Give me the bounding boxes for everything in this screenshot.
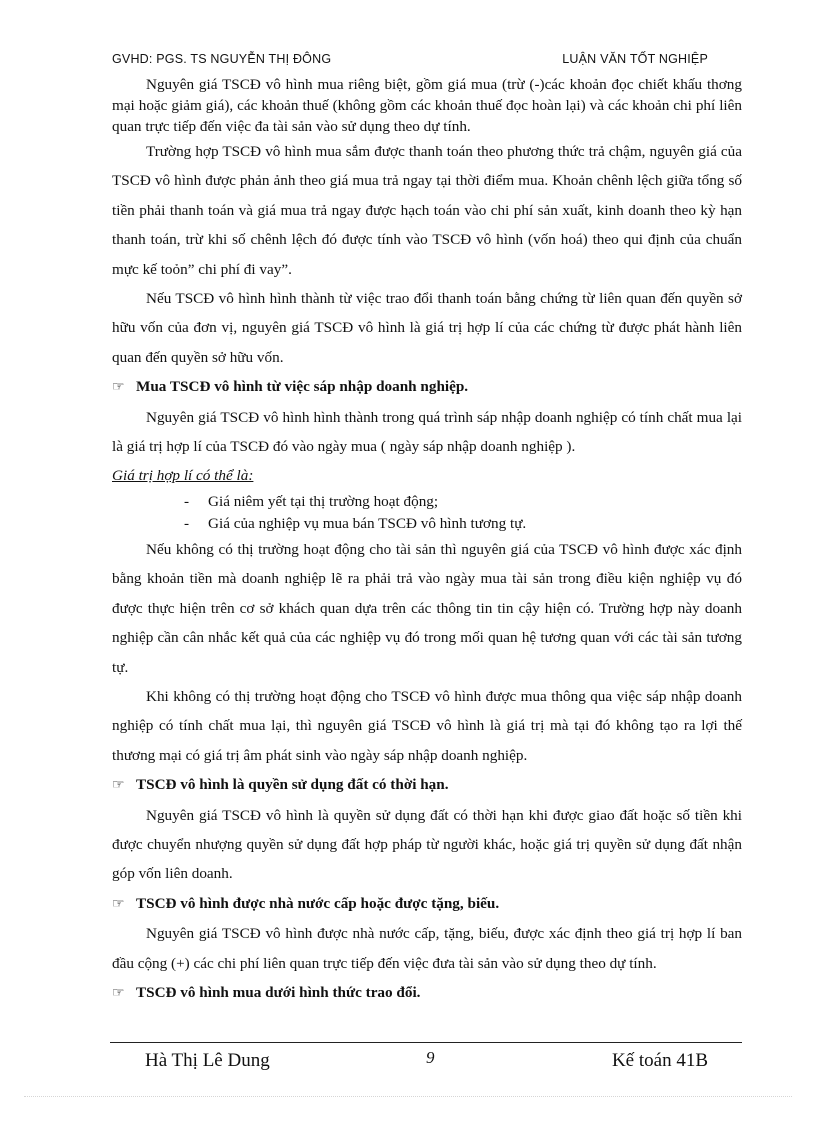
header-thesis-title: LUẬN VĂN TỐT NGHIỆP [562,52,708,66]
pointing-hand-icon: ☞ [112,380,125,396]
list-item: - Giá niêm yết tại thị trường hoạt động; [184,491,742,513]
paragraph: Nguyên giá TSCĐ vô hình hình thành trong quá trình sáp nhập doanh nghiệp có tính chất mua lại là giá trị hợp lí của TSCĐ đó vào ngày mua ( ngày sáp nhập doanh nghiệp ). [112,408,742,456]
paragraph: Khi không có thị trường hoạt động cho TSCĐ vô hình được mua thông qua việc sáp nhập doanh nghiệp có tính chất mua lại, thì nguyên giá TSCĐ vô hình là giá trị mà tại đó không tạo ra lợi thế thương mại có giá trị âm phát sinh vào ngày sáp nhập doanh nghiệp. [112,687,742,764]
section-heading-text: TSCĐ vô hình mua dưới hình thức trao đổi. [136,983,421,1001]
pointing-hand-icon: ☞ [112,896,125,912]
value-list [112,491,742,535]
section-heading-text: TSCĐ vô hình là quyền sử dụng đất có thời hạn. [136,776,449,794]
paragraph: Nguyên giá TSCĐ vô hình là quyền sử dụng đất có thời hạn khi được giao đất hoặc số tiền khi được chuyển nhượng quyền sử dụng đất hợp pháp từ người khác, hoặc giá trị quyền sử dụng đất nhận góp vốn liên doanh. [112,806,742,883]
footer-author: Hà Thị Lê Dung [145,1050,270,1071]
paragraph: Nguyên giá TSCĐ vô hình được nhà nước cấp, tặng, biếu, được xác định theo giá trị hợp lí ban đầu cộng (+) các chi phí liên quan trực tiếp đến việc đưa tài sản vào sử dụng theo dự tính. [112,925,742,972]
paragraph: Nguyên giá TSCĐ vô hình mua riêng biệt, gồm giá mua (trừ (-)các khoản đọc chiết khấu thơng mại hoặc giảm giá), các khoản thuế (không gồm các khoản thuế đọc hoàn lại) và các khoản chi phí liên quan trực tiếp đến việc đa tài sản vào sử dụng theo dự tính. [112,76,742,135]
header-supervisor: GVHD: PGS. TS NGUYỄN THỊ ĐÔNG [112,52,332,66]
document-body [112,74,742,1008]
page-bottom-border [24,1096,792,1097]
section-heading [112,372,742,402]
footer-class: Kế toán 41B [611,1050,708,1071]
page-footer [110,1048,742,1078]
pointing-hand-icon: ☞ [112,778,125,794]
section-heading [112,889,742,919]
section-heading-text: Mua TSCĐ vô hình từ việc sáp nhập doanh nghiệp. [136,378,469,396]
subheading: Giá trị hợp lí có thể là: [112,467,254,485]
page-number: 9 [426,1048,435,1067]
paragraph: Nếu không có thị trường hoạt động cho tài sản thì nguyên giá của TSCĐ vô hình được xác định bằng khoản tiền mà doanh nghiệp lẽ ra phải trả vào ngày mua tài sản trong điều kiện nghiệp vụ đó được thực hiện trên cơ sở khách quan dựa trên các thông tin tin cậy hiện có. Trường hợp này doanh nghiệp cần cân nhắc kết quả của các nghiệp vụ đó trong mối quan hệ tương quan với các tài sản tương tự. [112,540,742,676]
section-heading-text: TSCĐ vô hình được nhà nước cấp hoặc được tặng, biếu. [136,894,500,912]
list-item: - Giá của nghiệp vụ mua bán TSCĐ vô hình tương tự. [184,513,742,535]
paragraph: Trường hợp TSCĐ vô hình mua sắm được thanh toán theo phương thức trả chậm, nguyên giá của TSCĐ vô hình được phản ảnh theo giá mua trả ngay tại thời điểm mua. Khoản chênh lệch giữa tổng số tiền phải thanh toán và giá mua trả ngay được hạch toán vào chi phí sản xuất, kinh doanh theo kỳ hạn thanh toán, trừ khi số chênh lệch đó được tính vào TSCĐ vô hình (vốn hoá) theo qui định của chuẩn mực kế toỏn” chi phí đi vay”. [112,143,742,278]
section-heading [112,770,742,800]
section-heading [112,978,742,1008]
pointing-hand-icon: ☞ [112,985,125,1001]
paragraph: Nếu TSCĐ vô hình hình thành từ việc trao đổi thanh toán bằng chứng từ liên quan đến quyền sở hữu vốn của đơn vị, nguyên giá TSCĐ vô hình là giá trị hợp lí của các chứng từ được phát hành liên quan đến quyền sở hữu vốn. [112,290,742,366]
footer-divider [110,1042,742,1043]
